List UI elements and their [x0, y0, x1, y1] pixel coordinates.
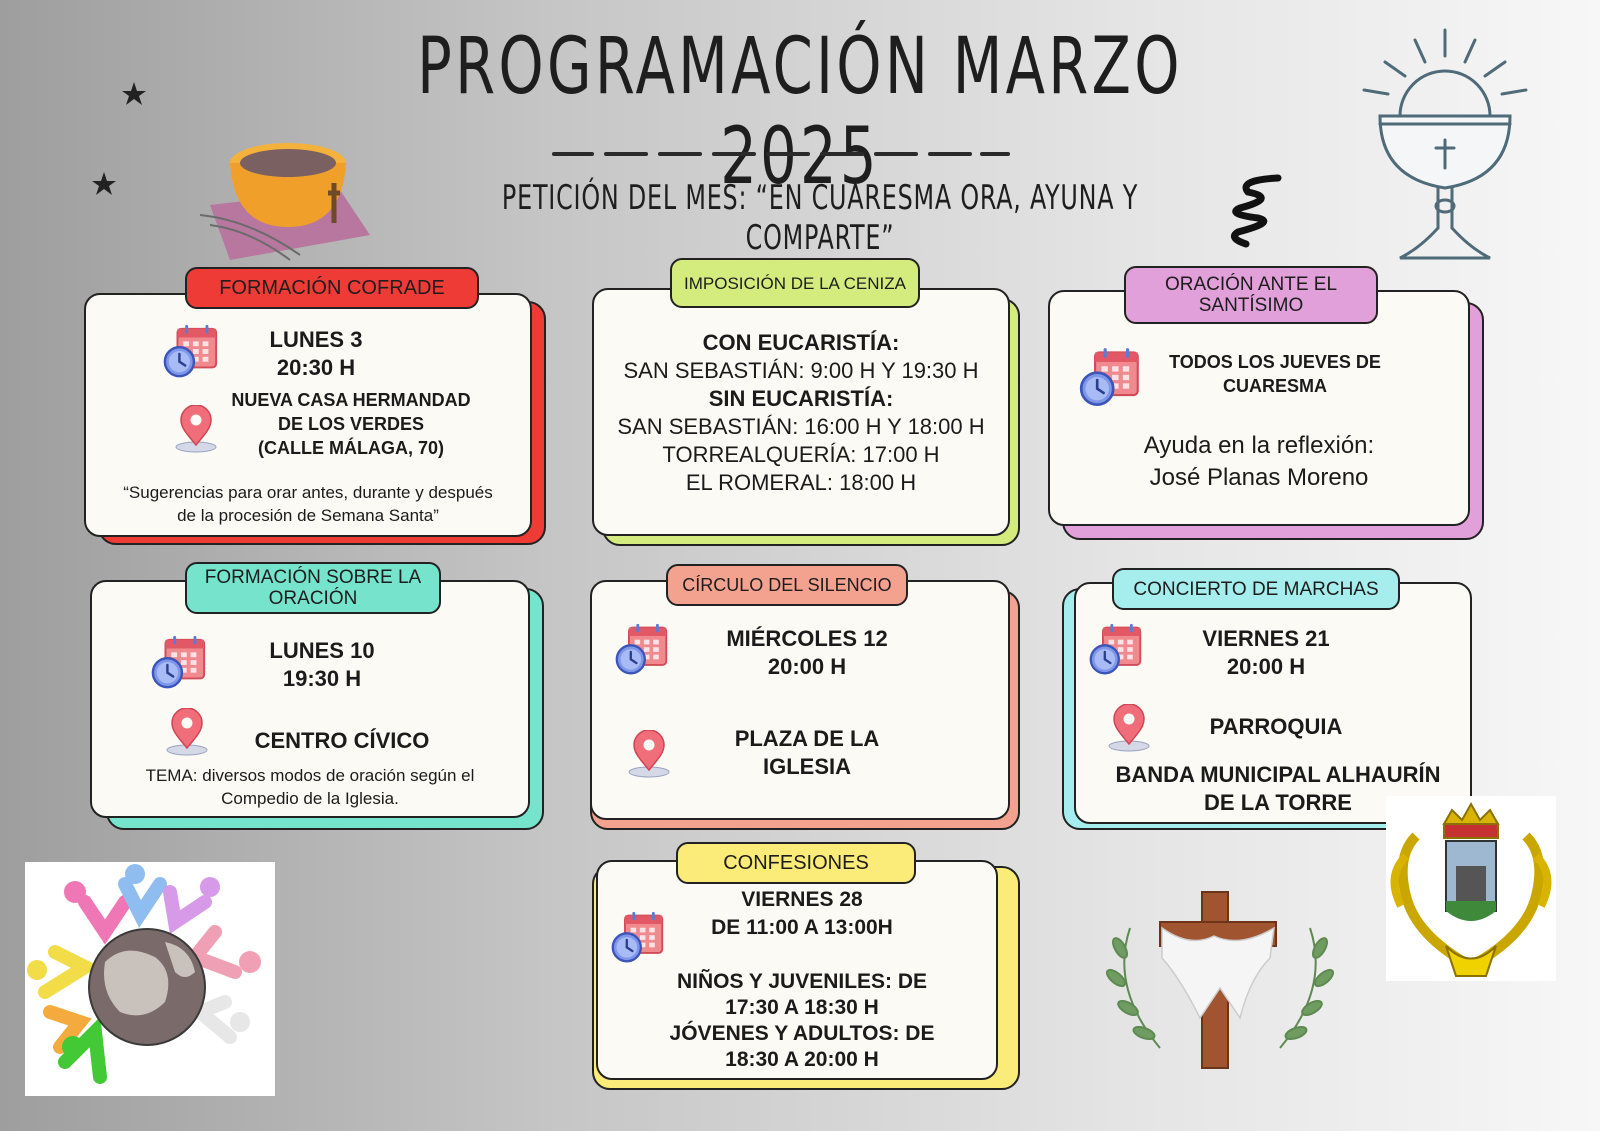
page-title: PROGRAMACIÓN MARZO 2025 — [417, 22, 1183, 202]
chalice-icon — [1360, 28, 1530, 268]
event-time: 20:30 H — [276, 355, 356, 380]
event-time: 20:00 H — [1226, 654, 1306, 679]
event-place: PARROQUIA — [1209, 714, 1343, 739]
title-divider — [552, 150, 1012, 158]
santisimo-card — [1048, 290, 1484, 540]
event-time: DE 11:00 A 13:00H — [711, 916, 893, 939]
santisimo-tab-line: ORACIÓN ANTE EL — [1164, 274, 1338, 295]
reflection-note: Ayuda en la reflexión: — [1143, 432, 1375, 459]
oracion-tab-line: FORMACIÓN SOBRE LA — [204, 567, 422, 588]
event-schedule: 17:30 A 18:30 H — [725, 996, 879, 1019]
ceniza-heading: CON EUCARISTÍA: — [702, 330, 900, 355]
calendar-clock-icon — [150, 634, 208, 692]
event-date: LUNES 10 — [269, 638, 375, 663]
coat-of-arms-logo — [1386, 796, 1556, 981]
event-place: (CALLE MÁLAGA, 70) — [258, 438, 444, 458]
confesiones-card — [592, 860, 1020, 1090]
event-place: NUEVA CASA HERMANDAD — [231, 390, 471, 410]
event-time: 20:00 H — [767, 654, 847, 679]
location-pin-icon — [624, 730, 674, 780]
ceniza-schedule-line: SAN SEBASTIÁN: 16:00 H Y 18:00 H — [617, 414, 985, 439]
oracion-tab — [185, 562, 441, 614]
month-petition: PETICIÓN DEL MES: “EN CUARESMA ORA, AYUNA Y COMPARTE” — [501, 178, 1139, 258]
location-pin-icon — [1104, 704, 1154, 754]
ash-bowl-icon — [190, 135, 380, 265]
event-date: TODOS LOS JUEVES DE — [1169, 352, 1381, 372]
people-globe-logo — [25, 862, 275, 1096]
event-schedule: 18:30 A 20:00 H — [725, 1048, 879, 1071]
location-pin-icon — [162, 708, 212, 758]
event-performer: BANDA MUNICIPAL ALHAURÍN — [1115, 762, 1441, 787]
event-note: de la procesión de Semana Santa” — [177, 506, 439, 525]
event-date: LUNES 3 — [269, 327, 363, 352]
calendar-clock-icon — [614, 622, 670, 678]
santisimo-tab — [1124, 266, 1378, 324]
event-place: IGLESIA — [762, 754, 851, 779]
concierto-tab: CONCIERTO DE MARCHAS — [1112, 568, 1400, 610]
concierto-card — [1062, 582, 1472, 830]
silencio-tab: CÍRCULO DEL SILENCIO — [666, 564, 908, 606]
formacion-cofrade-tab: FORMACIÓN COFRADE — [185, 267, 479, 309]
ceniza-card — [592, 288, 1020, 546]
event-date: MIÉRCOLES 12 — [726, 626, 888, 651]
calendar-clock-icon — [162, 323, 220, 381]
event-date: VIERNES 21 — [1202, 626, 1330, 651]
ceniza-schedule-line: TORREALQUERÍA: 17:00 H — [662, 442, 940, 467]
star-icon — [90, 170, 118, 198]
swirl-icon — [1228, 170, 1288, 250]
oracion-tab-line: ORACIÓN — [268, 588, 358, 609]
event-note: “Sugerencias para orar antes, durante y después — [123, 483, 493, 502]
event-note: TEMA: diversos modos de oración según el — [145, 766, 475, 785]
event-place: CENTRO CÍVICO — [254, 728, 430, 753]
event-date: CUARESMA — [1222, 376, 1327, 396]
ceniza-schedule-line: EL ROMERAL: 18:00 H — [685, 470, 917, 495]
reflection-note: José Planas Moreno — [1149, 464, 1369, 491]
star-icon — [120, 80, 148, 108]
formacion-cofrade-card — [84, 293, 546, 545]
event-schedule: JÓVENES Y ADULTOS: DE — [669, 1022, 935, 1045]
confesiones-tab: CONFESIONES — [676, 842, 916, 884]
event-schedule: NIÑOS Y JUVENILES: DE — [676, 970, 928, 993]
oracion-card — [90, 580, 542, 830]
event-place: PLAZA DE LA — [734, 726, 880, 751]
ceniza-schedule-line: SAN SEBASTIÁN: 9:00 H Y 19:30 H — [623, 358, 979, 383]
cross-icon — [1100, 888, 1340, 1073]
event-date: VIERNES 28 — [741, 888, 863, 911]
event-time: 19:30 H — [282, 666, 362, 691]
calendar-clock-icon — [1078, 346, 1142, 410]
ceniza-heading: SIN EUCARISTÍA: — [708, 386, 894, 411]
ceniza-tab: IMPOSICIÓN DE LA CENIZA — [670, 258, 920, 308]
event-place: DE LOS VERDES — [277, 414, 425, 434]
calendar-clock-icon — [1088, 622, 1144, 678]
santisimo-tab-line: SANTÍSIMO — [1198, 295, 1304, 316]
silencio-card — [590, 580, 1020, 830]
event-note: Compedio de la Iglesia. — [221, 789, 399, 808]
event-performer: DE LA TORRE — [1204, 790, 1352, 815]
